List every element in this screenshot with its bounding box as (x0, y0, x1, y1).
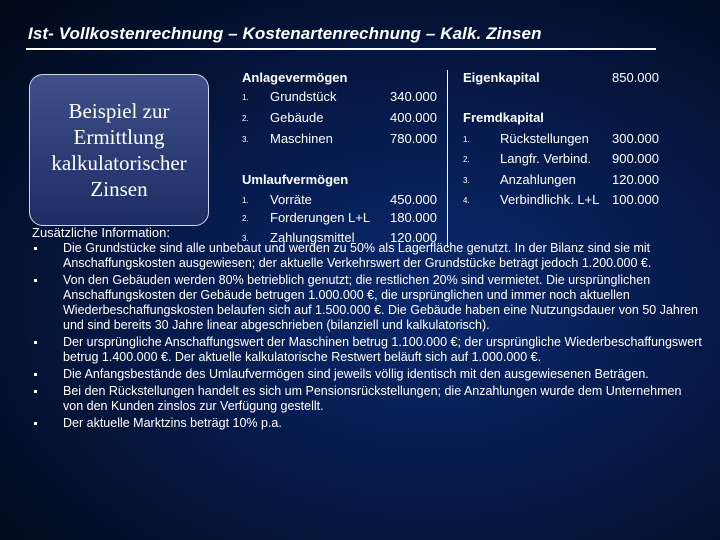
umlauf-row-value: 450.000 (390, 192, 437, 207)
anlage-row-label: Grundstück (270, 89, 337, 104)
info-bullet-text: Von den Gebäuden werden 80% betrieblich genutzt; die restlichen 20% sind vermietet. Die ursprünglichen Anschaffungskosten der Gebäude betrugen 1.000.000 €, die ursprünglichen und immer noch aktuellen Wiederbeschaffungskosten belaufen sich auf 1.500.000 €. Die Gebäude haben eine Nutzungsdauer von 50 Jahren und sind bereits 30 Jahre linear abgeschrieben (bilanziell und kalkulatorisch). (63, 273, 698, 332)
umlauf-row (242, 192, 442, 210)
eigenkapital-label: Eigenkapital (463, 70, 540, 85)
bullet-marker (34, 247, 37, 250)
fremdkapital-row (463, 131, 663, 149)
info-bullet-text: Der ursprüngliche Anschaffungswert der Maschinen betrug 1.100.000 €; der ursprüngliche Wiederbeschaffungswert betrug 1.400.000 €. Der aktuelle kalkulatorische Restwert beläuft sich auf 1.000.000 €. (63, 335, 702, 364)
balance-divider (447, 70, 448, 248)
fremdkapital-row (463, 151, 663, 169)
anlage-row-num: 1. (242, 93, 249, 102)
umlauf-heading: Umlaufvermögen (242, 172, 349, 187)
anlage-row (242, 131, 442, 149)
anlage-row-value: 340.000 (390, 89, 437, 104)
bullet-marker (34, 373, 37, 376)
umlauf-row-label: Vorräte (270, 192, 312, 207)
info-heading: Zusätzliche Information: (32, 225, 171, 240)
info-bullet (32, 335, 704, 365)
anlage-row-value: 400.000 (390, 110, 437, 125)
eigenkapital-row (463, 70, 663, 88)
anlage-row-num: 3. (242, 135, 249, 144)
slide-title: Ist- Vollkostenrechnung – Kostenartenrechnung – Kalk. Zinsen (28, 24, 542, 43)
info-bullet-text: Die Grundstücke sind alle unbebaut und werden zu 50% als Lagerfläche genutzt. In der Bilanz sind sie mit Anschaffungskosten ausgewiesen; der aktuelle Verkehrswert der Grundstücke beträgt jedoch 1.200.000 €. (63, 241, 652, 270)
fremdkapital-heading: Fremdkapital (463, 110, 544, 125)
title-underline (26, 48, 656, 50)
fremdkapital-row-label: Verbindlichk. L+L (500, 192, 600, 207)
fremdkapital-row-value: 900.000 (612, 151, 659, 166)
umlauf-row-value: 180.000 (390, 210, 437, 225)
fremdkapital-row-value: 100.000 (612, 192, 659, 207)
fremdkapital-row-label: Langfr. Verbind. (500, 151, 592, 166)
bullet-marker (34, 390, 37, 393)
fremdkapital-row-label: Anzahlungen (500, 172, 576, 187)
umlauf-row (242, 210, 442, 228)
umlauf-row-num: 3. (242, 234, 249, 243)
bullet-marker (34, 341, 37, 344)
info-bullet (32, 384, 704, 414)
info-bullet-text: Der aktuelle Marktzins beträgt 10% p.a. (63, 416, 282, 430)
fremdkapital-row (463, 192, 663, 210)
fremdkapital-row-value: 120.000 (612, 172, 659, 187)
anlage-heading: Anlagevermögen (242, 70, 348, 85)
umlauf-row-value: 120.000 (390, 230, 437, 245)
example-box (29, 74, 209, 226)
info-bullet (32, 416, 704, 431)
info-bullet (32, 273, 704, 333)
umlauf-row-label: Forderungen L+L (270, 210, 371, 225)
anlage-row-label: Maschinen (270, 131, 333, 146)
fremdkapital-row-num: 3. (463, 176, 470, 185)
bullet-marker (34, 422, 37, 425)
info-bullet-text: Die Anfangsbestände des Umlaufvermögen sind jeweils völlig identisch mit den ausgewiesenen Beträgen. (63, 367, 649, 381)
fremdkapital-row-value: 300.000 (612, 131, 659, 146)
info-bullet-text: Bei den Rückstellungen handelt es sich um Pensionsrückstellungen; die Anzahlungen wurde dem Unternehmen von den Kunden zinslos zur Verfügung gestellt. (63, 384, 682, 413)
info-bullet-list (32, 241, 704, 433)
bullet-marker (34, 279, 37, 282)
example-box-text: Beispiel zur Ermittlung kalkulatorischer Zinsen (51, 99, 187, 201)
umlauf-row-num: 2. (242, 214, 249, 223)
anlage-row-value: 780.000 (390, 131, 437, 146)
info-bullet (32, 241, 704, 271)
fremdkapital-row-num: 2. (463, 155, 470, 164)
eigenkapital-value: 850.000 (612, 70, 659, 85)
anlage-row-num: 2. (242, 114, 249, 123)
umlauf-row-num: 1. (242, 196, 249, 205)
anlage-row (242, 110, 442, 128)
umlauf-row-label: Zahlungsmittel (270, 230, 355, 245)
fremdkapital-row-num: 1. (463, 135, 470, 144)
info-bullet (32, 367, 704, 382)
fremdkapital-row (463, 172, 663, 190)
anlage-row-label: Gebäude (270, 110, 324, 125)
anlage-row (242, 89, 442, 107)
fremdkapital-row-label: Rückstellungen (500, 131, 589, 146)
fremdkapital-row-num: 4. (463, 196, 470, 205)
